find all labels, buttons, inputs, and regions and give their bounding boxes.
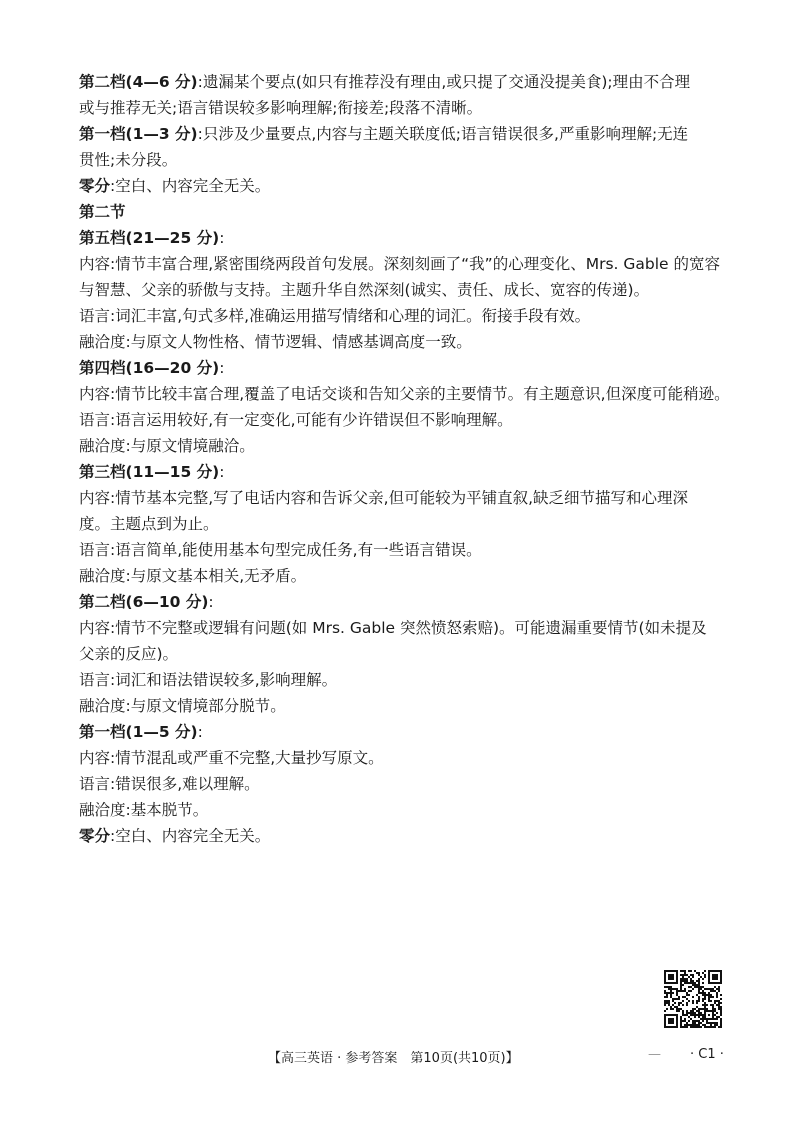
text-line [79,745,727,771]
body-text: 语言:词汇和语法错误较多,影响理解。 [79,671,338,689]
footer-page-info: 【高三英语 · 参考答案 第10页(共10页)】 [268,1051,519,1066]
scoring-criterion [79,563,727,589]
section-heading: 零分 [79,827,111,845]
heading-separator: : [197,125,203,143]
text-line [79,771,727,797]
text-line [79,121,727,147]
footer-code: · C1 · [690,1047,724,1062]
scoring-criterion [79,615,727,667]
text-line [79,693,727,719]
body-text: 空白、内容完全无关。 [115,177,271,195]
text-line [79,823,727,849]
scoring-criterion [79,693,727,719]
text-line [79,719,727,745]
section-heading: 第三档(11—15 分) [79,463,220,481]
scoring-criterion [79,433,727,459]
text-line [79,251,727,277]
section-heading: 第四档(16—20 分) [79,359,220,377]
section-heading: 第二档(4—6 分) [79,73,198,91]
scoring-criterion [79,329,727,355]
body-text: 内容:情节混乱或严重不完整,大量抄写原文。 [79,749,384,767]
scoring-criterion [79,251,727,303]
body-text: 融洽度:与原文情境融洽。 [79,437,255,455]
scoring-criterion [79,407,727,433]
scoring-criterion [79,485,727,537]
body-text: 内容:情节基本完整,写了电话内容和告诉父亲,但可能较为平铺直叙,缺乏细节描写和心理深 [79,489,689,507]
section-heading: 第一档(1—5 分) [79,723,198,741]
body-text: 融洽度:基本脱节。 [79,801,209,819]
section-heading: 第一档(1—3 分) [79,125,198,143]
scoring-section [79,173,727,199]
scoring-criterion [79,771,727,797]
page-footer [0,1042,800,1072]
text-line [79,329,727,355]
scoring-criterion [79,667,727,693]
text-line [79,563,727,589]
text-line [79,641,727,667]
body-text: 遗漏某个要点(如只有推荐没有理由,或只提了交通没提美食);理由不合理 [202,73,691,91]
scoring-section [79,719,727,745]
text-line [79,147,727,173]
heading-separator: : [110,827,116,845]
body-text: 与智慧、父亲的骄傲与支持。主题升华自然深刻(诚实、责任、成长、宽容的传递)。 [79,281,650,299]
text-line [79,355,727,381]
text-line [79,667,727,693]
scoring-criterion [79,381,730,407]
scoring-criterion [79,537,727,563]
body-text: 空白、内容完全无关。 [115,827,271,845]
section-heading: 第五档(21—25 分) [79,229,220,247]
body-text: 融洽度:与原文情境部分脱节。 [79,697,286,715]
scoring-section [79,589,727,615]
body-text: 度。主题点到为止。 [79,515,219,533]
heading-separator: : [208,593,214,611]
body-text: 父亲的反应)。 [79,645,179,663]
scoring-section [79,69,727,121]
text-line [79,589,727,615]
text-line [79,511,727,537]
heading-separator: : [219,463,225,481]
scoring-criterion [79,745,727,771]
body-text: 融洽度:与原文人物性格、情节逻辑、情感基调高度一致。 [79,333,472,351]
scoring-section [79,459,727,485]
body-text: 贯性;未分段。 [79,151,178,169]
text-line [79,797,727,823]
body-text: 语言:词汇丰富,句式多样,准确运用描写情绪和心理的词汇。衔接手段有效。 [79,307,591,325]
answer-key-body [79,69,730,849]
scoring-criterion [79,303,727,329]
scoring-criterion [79,797,727,823]
text-line [79,225,727,251]
text-line [79,95,727,121]
body-text: 内容:情节比较丰富合理,覆盖了电话交谈和告知父亲的主要情节。有主题意识,但深度可能稍逊。 [79,385,730,403]
text-line [79,485,727,511]
text-line [79,173,727,199]
body-text: 语言:错误很多,难以理解。 [79,775,260,793]
text-line [79,407,727,433]
text-line [79,537,727,563]
body-text: 内容:情节不完整或逻辑有问题(如 Mrs. Gable 突然愤怒索赔)。可能遗漏重要情节(如未提及 [79,619,707,637]
text-line [79,199,727,225]
section-heading: 第二档(6—10 分) [79,593,209,611]
scoring-section [79,823,727,849]
text-line [79,277,727,303]
heading-separator: : [197,723,203,741]
footer-dash: — [648,1047,661,1062]
heading-separator: : [219,229,225,247]
qr-code-icon [664,970,722,1028]
heading-separator: : [197,73,203,91]
body-text: 只涉及少量要点,内容与主题关联度低;语言错误很多,严重影响理解;无连 [202,125,689,143]
heading-separator: : [110,177,116,195]
text-line [79,303,727,329]
text-line [79,381,730,407]
scoring-section [79,121,727,173]
text-line [79,69,727,95]
body-text: 内容:情节丰富合理,紧密围绕两段首句发展。深刻刻画了“我”的心理变化、Mrs. Gable 的宽容 [79,255,721,273]
scoring-section [79,225,727,251]
text-line [79,459,727,485]
scoring-section [79,355,727,381]
body-text: 语言:语言运用较好,有一定变化,可能有少许错误但不影响理解。 [79,411,513,429]
section-heading: 零分 [79,177,111,195]
text-line [79,615,727,641]
body-text: 语言:语言简单,能使用基本句型完成任务,有一些语言错误。 [79,541,482,559]
scoring-section [79,199,727,225]
body-text: 融洽度:与原文基本相关,无矛盾。 [79,567,307,585]
section-heading: 第二节 [79,203,126,221]
body-text: 或与推荐无关;语言错误较多影响理解;衔接差;段落不清晰。 [79,99,483,117]
heading-separator: : [219,359,225,377]
text-line [79,433,727,459]
